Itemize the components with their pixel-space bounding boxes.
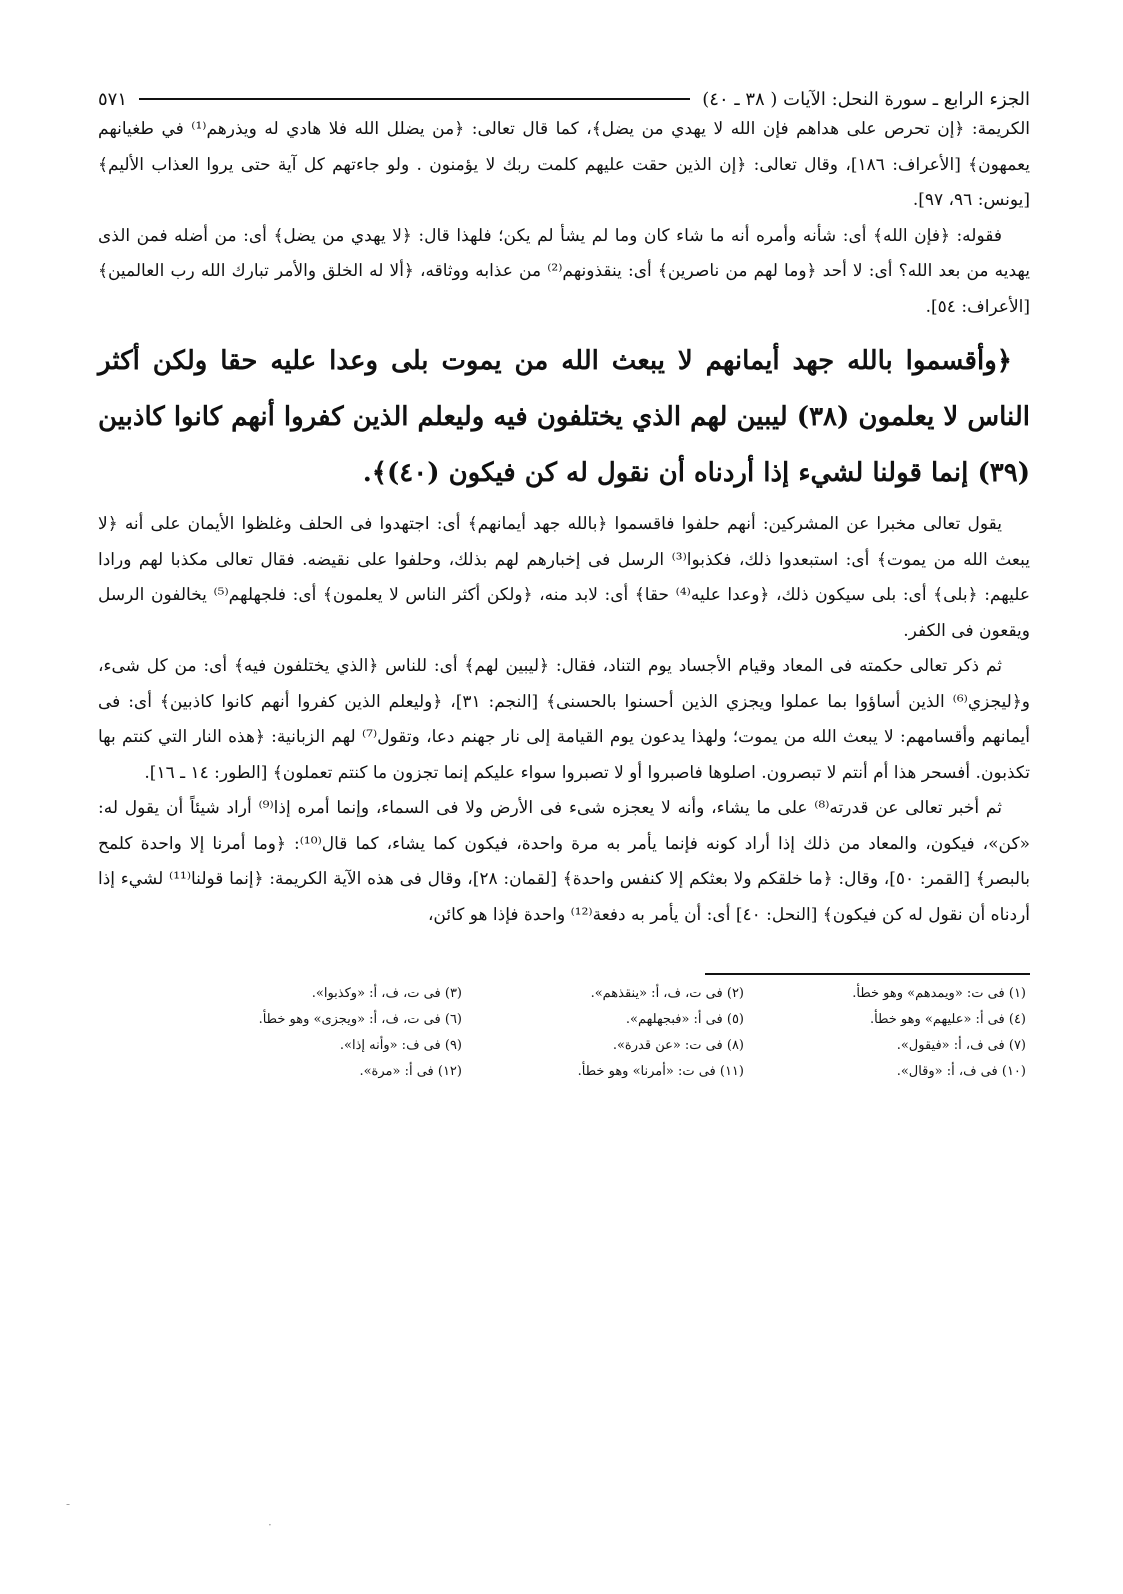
footnote: (٨) فى ت: «عن قدرة». <box>612 1038 744 1053</box>
footnote: (٧) فى ف، أ: «فيقول». <box>896 1038 1026 1053</box>
footnote: (١٢) فى أ: «مرة». <box>359 1064 462 1079</box>
paragraph-2: فقوله: ﴿فإن الله﴾ أى: شأنه وأمره أنه ما شاء كان وما لم يشأ لم يكن؛ فلهذا قال: ﴿لا يهدي من يضل﴾ أى: من أضله فمن الذى يهديه من بعد الله؟ أى: لا أحد ﴿وما لهم من ناصرين﴾ أى: ينقذونهم⁽²⁾ من عذابه ووثاقه، ﴿ألا له الخلق والأمر تبارك الله رب العالمين﴾ [الأعراف: ٥٤]. <box>98 225 1030 317</box>
scan-mark-center: · <box>268 1518 272 1532</box>
footnote: (٣) فى ت، ف، أ: «وكذبوا». <box>311 986 462 1001</box>
footnote: (٦) فى ت، ف، أ: «ويجزى» وهو خطأ. <box>258 1012 462 1027</box>
footnote: (١٠) فى ف، أ: «وقال». <box>896 1064 1026 1079</box>
header-rule <box>139 98 690 100</box>
footnote: (١) فى ت: «ويمدهم» وهو خطأ. <box>852 986 1026 1001</box>
paragraph-4: ثم ذكر تعالى حكمته فى المعاد وقيام الأجساد يوم التناد، فقال: ﴿ليبين لهم﴾ أى: للناس ﴿الذي يختلفون فيه﴾ أى: من كل شىء، و﴿ليجزي⁽⁶⁾ الذين أساؤوا بما عملوا ويجزي الذين أحسنوا بالحسنى﴾ [النجم: ٣١]، ﴿وليعلم الذين كفروا أنهم كانوا كاذبين﴾ أى: فى أيمانهم وأقسامهم: لا يبعث الله من يموت؛ ولهذا يدعون يوم القيامة إلى نار جهنم دعا، وتقول⁽⁷⁾ لهم الزبانية: ﴿هذه النار التي كنتم بها تكذبون. أفسحر هذا أم أنتم لا تبصرون. اصلوها فاصبروا أو لا تصبروا سواء عليكم إنما تجزون ما كنتم تعملون﴾ [الطور: ١٤ ـ ١٦]. <box>98 656 1030 783</box>
footnote: (٩) فى ف: «وأنه إذا». <box>339 1038 462 1053</box>
page <box>98 86 1030 1081</box>
footnote-rule <box>705 973 1030 975</box>
footnote: (٥) فى أ: «فبجهلهم». <box>625 1012 744 1027</box>
footnote: (١١) فى ت: «أمرنا» وهو خطأ. <box>577 1064 744 1079</box>
quran-verses-38-40: ﴿وأقسموا بالله جهد أيمانهم لا يبعث الله من يموت بلى وعدا عليه حقا ولكن أكثر الناس لا يعلمون (٣٨) ليبين لهم الذي يختلفون فيه وليعلم الذين كفروا أنهم كانوا كاذبين (٣٩) إنما قولنا لشيء إذا أردناه أن نقول له كن فيكون (٤٠)﴾. <box>98 346 1030 488</box>
running-title: الجزء الرابع ـ سورة النحل: الآيات ( ٣٨ ـ ٤٠) <box>702 88 1030 110</box>
page-number: ٥٧١ <box>98 88 128 110</box>
scan-mark-left: ‐ <box>66 1497 71 1511</box>
paragraph-1: الكريمة: ﴿إن تحرص على هداهم فإن الله لا يهدي من يضل﴾، كما قال تعالى: ﴿من يضلل الله فلا هادي له ويذرهم⁽¹⁾ في طغيانهم يعمهون﴾ [الأعراف: ١٨٦]، وقال تعالى: ﴿إن الذين حقت عليهم كلمت ربك لا يؤمنون . ولو جاءتهم كل آية حتى يروا العذاب الأليم﴾ [يونس: ٩٦، ٩٧]. <box>98 119 1031 210</box>
footnote-rule-wrap <box>98 973 1030 975</box>
paragraph-5: ثم أخبر تعالى عن قدرته⁽⁸⁾ على ما يشاء، وأنه لا يعجزه شىء فى الأرض ولا فى السماء، وإنما أمره إذا⁽⁹⁾ أراد شيئاً أن يقول له: «كن»، فيكون، والمعاد من ذلك إذا أراد كونه فإنما يأمر به مرة واحدة، فيكون كما يشاء، كما قال⁽¹⁰⁾: ﴿وما أمرنا إلا واحدة كلمح بالبصر﴾ [القمر: ٥٠]، وقال: ﴿ما خلقكم ولا بعثكم إلا كنفس واحدة﴾ [لقمان: ٢٨]، وقال فى هذه الآية الكريمة: ﴿إنما قولنا⁽¹¹⁾ لشيء إذا أردناه أن نقول له كن فيكون﴾ [النحل: ٤٠] أى: أن يأمر به دفعة⁽¹²⁾ واحدة فإذا هو كائن، <box>98 798 1031 925</box>
footnote: (٤) فى أ: «عليهم» وهو خطأ. <box>869 1012 1026 1027</box>
running-header <box>98 86 1030 112</box>
paragraph-3: يقول تعالى مخبرا عن المشركين: أنهم حلفوا فاقسموا ﴿بالله جهد أيمانهم﴾ أى: اجتهدوا فى الحلف وغلظوا الأيمان على أنه ﴿لا يبعث الله من يموت﴾ أى: استبعدوا ذلك، فكذبوا⁽³⁾ الرسل فى إخبارهم لهم بذلك، وحلفوا على نقيضه. فقال تعالى مكذبا لهم ورادا عليهم: ﴿بلى﴾ أى: بلى سيكون ذلك، ﴿وعدا عليه⁽⁴⁾ حقا﴾ أى: لابد منه، ﴿ولكن أكثر الناس لا يعلمون﴾ أى: فلجهلهم⁽⁵⁾ يخالفون الرسل ويقعون فى الكفر. <box>98 514 1030 641</box>
footnote: (٢) فى ت، ف، أ: «ينقذهم». <box>590 986 744 1001</box>
footnotes <box>98 985 1030 1081</box>
